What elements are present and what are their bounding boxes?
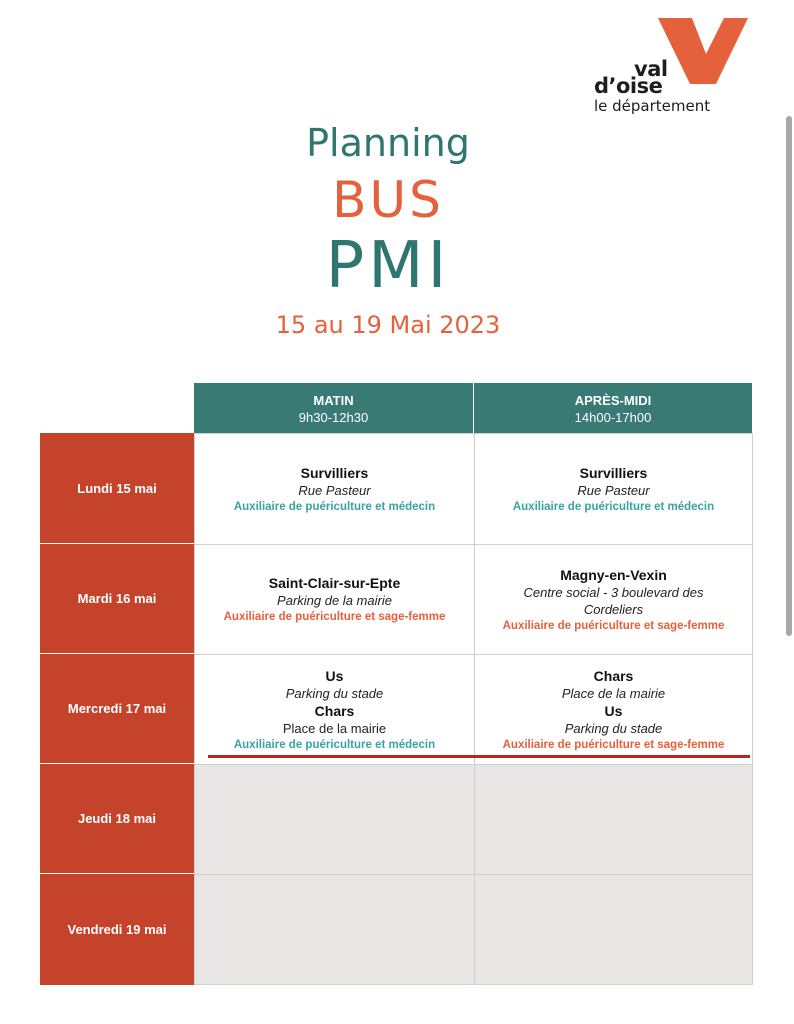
title-dates: 15 au 19 Mai 2023: [275, 311, 501, 339]
cell-friday-afternoon: [474, 874, 753, 985]
cell-wednesday-afternoon: [474, 654, 753, 765]
title-bus: BUS: [332, 171, 444, 229]
cell-place: Survilliers: [579, 464, 648, 481]
cell-address: Rue Pasteur: [577, 482, 650, 498]
header-afternoon-hours: 14h00-17h00: [574, 410, 652, 425]
red-underline: [208, 755, 750, 758]
cell-thursday-morning: [194, 764, 475, 875]
cell-place: Saint-Clair-sur-Epte: [268, 575, 401, 591]
cell-place-first: Chars: [593, 667, 634, 684]
cell-staff: Auxiliaire de puériculture et sage-femme: [502, 619, 725, 632]
day-label-monday: Lundi 15 mai: [40, 433, 194, 544]
cell-friday-morning: [194, 874, 475, 985]
day-label-wednesday: Mercredi 17 mai: [40, 654, 194, 764]
cell-tuesday-morning: [194, 544, 475, 655]
cell-address: Rue Pasteur: [298, 482, 371, 498]
day-label-thursday: Jeudi 18 mai: [40, 764, 194, 874]
cell-wednesday-morning: [194, 654, 475, 765]
header-afternoon-label: APRÈS-MIDI: [574, 393, 652, 408]
cell-place: Survilliers: [300, 464, 369, 481]
scrollbar[interactable]: [786, 116, 792, 636]
cell-monday-morning: [194, 433, 475, 545]
val-doise-logo: [590, 14, 755, 115]
title-planning: Planning: [306, 121, 470, 165]
cell-address-line1: Centre social - 3 boulevard des: [523, 584, 704, 600]
title-pmi: PMI: [325, 229, 451, 303]
header-morning-hours: 9h30-12h30: [298, 410, 369, 425]
page-title: [0, 115, 776, 345]
header-afternoon: [474, 383, 753, 433]
header-morning: [194, 383, 474, 433]
cell-staff: Auxiliaire de puériculture et médecin: [233, 738, 436, 751]
header-morning-label: MATIN: [313, 393, 354, 408]
cell-staff: Auxiliaire de puériculture et sage-femme: [223, 611, 446, 623]
logo-text-val: val: [634, 57, 668, 81]
cell-monday-afternoon: [474, 433, 753, 545]
cell-address-first: Place de la mairie: [561, 685, 666, 701]
cell-address: Parking de la mairie: [277, 593, 392, 608]
cell-place-second: Us: [604, 702, 623, 719]
cell-place: Magny-en-Vexin: [560, 566, 667, 583]
cell-tuesday-afternoon: [474, 544, 753, 655]
cell-staff: Auxiliaire de puériculture et sage-femme: [502, 738, 725, 751]
cell-address-second: Parking du stade: [564, 720, 663, 736]
cell-place-first: Us: [325, 667, 344, 684]
day-label-tuesday: Mardi 16 mai: [40, 544, 194, 654]
day-label-friday: Vendredi 19 mai: [40, 874, 194, 985]
cell-staff: Auxiliaire de puériculture et médecin: [233, 500, 436, 513]
cell-address-line2: Cordeliers: [583, 601, 644, 617]
cell-staff: Auxiliaire de puériculture et médecin: [512, 500, 715, 513]
cell-place-second: Chars: [314, 702, 355, 719]
logo-text-doise: d’oise: [594, 74, 663, 98]
cell-address-first: Parking du stade: [285, 685, 384, 701]
cell-thursday-afternoon: [474, 764, 753, 875]
logo-text-departement: le département: [594, 97, 711, 115]
cell-address-second: Place de la mairie: [282, 720, 387, 736]
